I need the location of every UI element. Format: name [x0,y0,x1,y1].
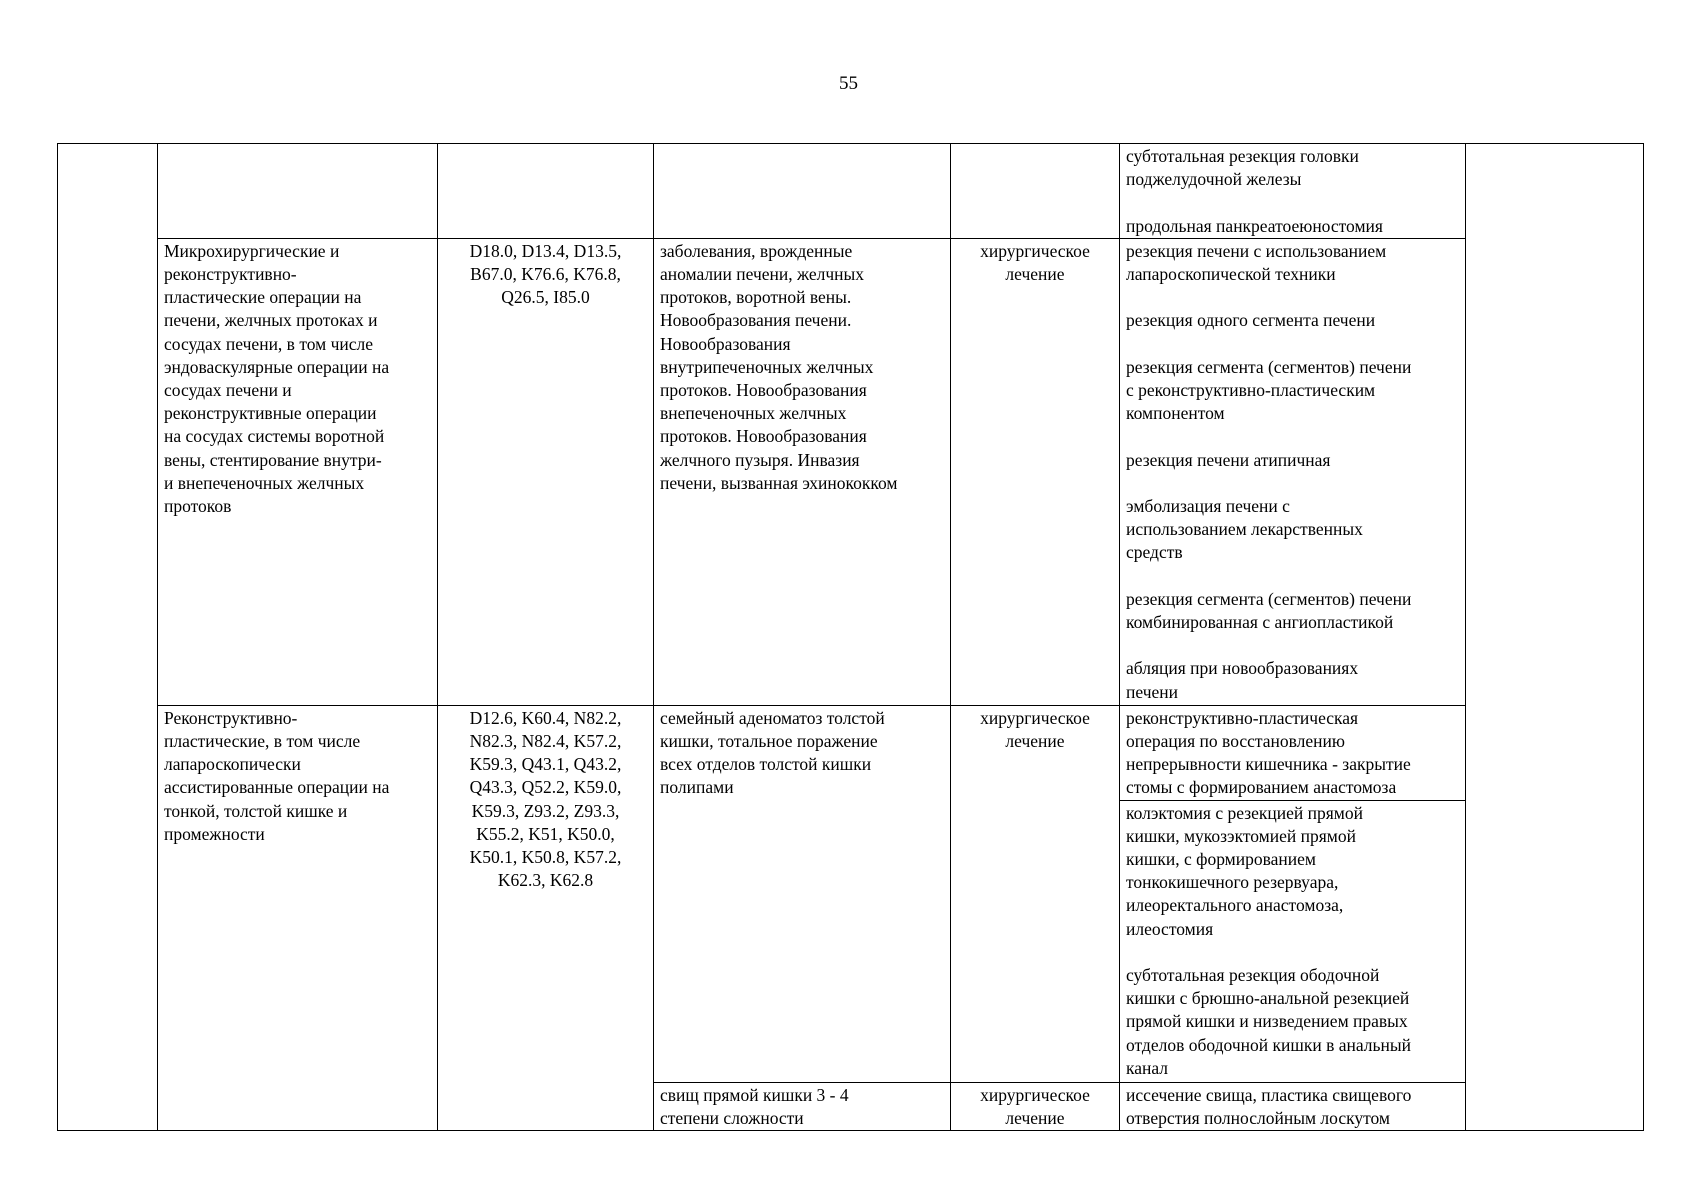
model-cell [654,144,951,239]
model-line: кишки, тотальное поражение [660,731,878,751]
method-line: кишки, мукозэктомией прямой [1126,825,1356,846]
model-line: желчного пузыря. Инвазия [660,449,860,470]
method-line: прямой кишки и низведением правых [1126,1011,1408,1032]
model-line: степени сложности [660,1107,804,1128]
method-line: эмболизация печени с [1126,495,1290,516]
codes-line: K59.3, Z93.2, Z93.3, [471,800,620,821]
model-line: аномалии печени, желчных [660,264,865,284]
name-line: сосудах печени, в том числе [164,333,374,354]
treatment-line: лечение [1005,1107,1065,1128]
method-line: компонентом [1126,403,1225,424]
codes-line: K55.2, K51, K50.0, [476,823,615,844]
name-line: реконструктивно- [164,264,297,284]
method-line: реконструктивно-пластическая [1126,707,1359,728]
treatment-line: хирургическое [980,1084,1090,1105]
method-line: отверстия полнослойным лоскутом [1126,1107,1391,1128]
method-line: комбинированная с ангиопластикой [1126,611,1394,632]
codes-line: K50.1, K50.8, K57.2, [469,847,622,868]
method-line: иссечение свища, пластика свищевого [1126,1084,1412,1105]
model-line: внутрипеченочных желчных [660,356,874,377]
codes-line: K59.3, Q43.1, Q43.2, [469,754,622,775]
codes-cell [438,705,654,1130]
name-cell [158,705,438,1130]
treatment-line: лечение [1005,264,1065,284]
page-number: 55 [839,73,858,94]
method-line: печени [1126,681,1178,702]
name-line: тонкой, толстой кишке и [164,800,348,821]
method-line: с реконструктивно-пластическим [1126,379,1376,400]
methods-cell [1120,1082,1466,1130]
method-line: субтотальная резекция головки [1126,146,1359,166]
method-line: илеоректального анастомоза, [1126,895,1344,916]
name-line: ассистированные операции на [164,777,390,798]
treatment-cell [951,1082,1120,1130]
method-line: отделов ободочной кишки в анальный [1126,1034,1411,1055]
model-line: Новообразования печени. [660,310,852,331]
model-line: протоков. Новообразования [660,380,867,401]
method-line: абляция при новообразованиях [1126,658,1359,679]
method-line: использованием лекарственных [1126,519,1363,540]
name-line: печени, желчных протоках и [164,310,378,331]
name-line: промежности [164,823,265,844]
model-line: семейный аденоматоз толстой [660,707,885,728]
method-line: кишки, с формированием [1126,849,1316,870]
name-line: пластические операции на [164,287,362,308]
name-cell [158,238,438,705]
name-line: сосудах печени и [164,380,292,401]
method-line: операция по восстановлению [1126,731,1345,751]
method-line: средств [1126,542,1183,563]
model-line: свищ прямой кишки 3 - 4 [660,1084,849,1105]
name-line: вены, стентирование внутри- [164,449,382,470]
method-line: резекция печени атипичная [1126,449,1331,470]
model-line: печени, вызванная эхинококком [660,472,898,493]
method-line: канал [1126,1057,1169,1078]
model-cell [654,705,951,1082]
name-line: протоков [164,496,232,517]
treatment-cell [951,238,1120,705]
codes-line: Q26.5, I85.0 [501,287,590,308]
model-line: протоков. Новообразования [660,426,867,447]
codes-line: N82.3, N82.4, K57.2, [469,731,622,751]
methods-cell [1120,238,1466,705]
method-line: поджелудочной железы [1126,169,1302,190]
codes-line: D18.0, D13.4, D13.5, [469,240,622,261]
table-row [58,705,1644,800]
name-line: и внепеченочных желчных [164,472,365,493]
name-line: лапароскопически [164,754,301,775]
method-line: кишки с брюшно-анальной резекцией [1126,988,1410,1009]
name-line: эндоваскулярные операции на [164,356,390,377]
codes-line: K62.3, K62.8 [497,870,594,891]
methods-cell [1120,800,1466,1082]
model-cell [654,238,951,705]
codes-cell [438,238,654,705]
codes-cell [438,144,654,239]
model-line: заболевания, врожденные [660,240,853,261]
table-row [58,144,1644,239]
treatment-cell [951,705,1120,1082]
method-line: резекция печени с использованием [1126,240,1387,261]
method-line: стомы с формированием анастомоза [1126,777,1397,798]
name-line: Реконструктивно- [164,707,298,728]
methods-cell [1120,144,1466,239]
cost-cell [1466,144,1644,1131]
services-table [57,143,1644,1131]
codes-line: Q43.3, Q52.2, K59.0, [469,777,622,798]
method-line: резекция одного сегмента печени [1126,310,1376,331]
codes-line: D12.6, K60.4, N82.2, [469,707,622,728]
method-line: резекция сегмента (сегментов) печени [1126,588,1412,609]
model-line: внепеченочных желчных [660,403,847,424]
model-cell [654,1082,951,1130]
name-line: пластические, в том числе [164,731,361,751]
table-row [58,238,1644,705]
treatment-line: хирургическое [980,240,1090,261]
model-line: полипами [660,777,734,798]
method-line: резекция сегмента (сегментов) печени [1126,356,1412,377]
method-line: продольная панкреатоеюностомия [1126,215,1383,236]
codes-line: B67.0, K76.6, K76.8, [470,264,621,284]
model-line: Новообразования [660,333,791,354]
method-line: субтотальная резекция ободочной [1126,965,1380,986]
method-line: колэктомия с резекцией прямой [1126,802,1363,823]
number-cell [58,144,158,1131]
treatment-line: хирургическое [980,707,1090,728]
method-line: лапароскопической техники [1126,264,1336,284]
method-line: непрерывности кишечника - закрытие [1126,754,1411,775]
name-cell [158,144,438,239]
treatment-line: лечение [1005,731,1065,751]
methods-cell [1120,705,1466,800]
name-line: на сосудах системы воротной [164,426,385,447]
method-line: тонкокишечного резервуара, [1126,872,1339,893]
name-line: Микрохирургические и [164,240,340,261]
name-line: реконструктивные операции [164,403,377,424]
model-line: всех отделов толстой кишки [660,754,872,775]
treatment-cell [951,144,1120,239]
model-line: протоков, воротной вены. [660,287,852,308]
method-line: илеостомия [1126,918,1214,939]
